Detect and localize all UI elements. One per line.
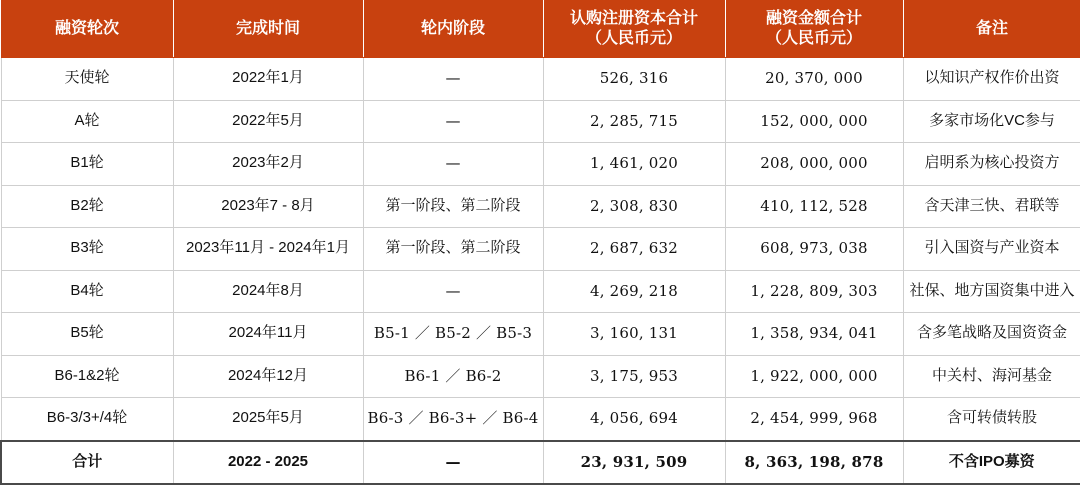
cell-date: 2022年1月 [173, 58, 363, 101]
column-header-stage [363, 1, 543, 58]
column-header-note [903, 1, 1080, 58]
table-body [1, 58, 1080, 485]
cell-amount: 608, 973, 038 [725, 228, 903, 271]
cell-note: 中关村、海河基金 [903, 355, 1080, 398]
cell-capital: 4, 269, 218 [543, 270, 725, 313]
table-row [1, 143, 1080, 186]
cell-round: B1轮 [1, 143, 173, 186]
table-row [1, 355, 1080, 398]
cell-capital: 2, 285, 715 [543, 100, 725, 143]
cell-amount: 2, 454, 999, 968 [725, 398, 903, 441]
cell-note: 含天津三快、君联等 [903, 185, 1080, 228]
cell-stage: B6-1 ／ B6-2 [363, 355, 543, 398]
table-row [1, 398, 1080, 441]
cell-date: 2024年12月 [173, 355, 363, 398]
table-row [1, 100, 1080, 143]
column-header-capital-line-2: （人民币元） [585, 30, 682, 47]
cell-date: 2023年7 - 8月 [173, 185, 363, 228]
cell-date: 2023年2月 [173, 143, 363, 186]
cell-round: B2轮 [1, 185, 173, 228]
table-total-row [1, 441, 1080, 485]
cell-stage: 第一阶段、第二阶段 [363, 228, 543, 271]
cell-capital: 4, 056, 694 [543, 398, 725, 441]
cell-amount: 1, 358, 934, 041 [725, 313, 903, 356]
cell-stage: — [363, 143, 543, 186]
cell-capital: 3, 175, 953 [543, 355, 725, 398]
cell-capital: 526, 316 [543, 58, 725, 101]
cell-total-amount: 8, 363, 198, 878 [725, 441, 903, 485]
table-header-row [1, 1, 1080, 58]
cell-stage: — [363, 270, 543, 313]
cell-note: 以知识产权作价出资 [903, 58, 1080, 101]
cell-round: B6-1&2轮 [1, 355, 173, 398]
column-header-amount [725, 1, 903, 58]
table-header [1, 1, 1080, 58]
cell-date: 2024年11月 [173, 313, 363, 356]
table-row [1, 313, 1080, 356]
cell-amount: 1, 228, 809, 303 [725, 270, 903, 313]
cell-stage: — [363, 58, 543, 101]
cell-note: 含多笔战略及国资资金 [903, 313, 1080, 356]
column-header-round [1, 1, 173, 58]
cell-note: 含可转债转股 [903, 398, 1080, 441]
cell-round: B3轮 [1, 228, 173, 271]
cell-total-capital: 23, 931, 509 [543, 441, 725, 485]
table-row [1, 228, 1080, 271]
cell-total-note: 不含IPO募资 [903, 441, 1080, 485]
cell-amount: 20, 370, 000 [725, 58, 903, 101]
cell-date: 2022年5月 [173, 100, 363, 143]
cell-stage: B5-1 ／ B5-2 ／ B5-3 [363, 313, 543, 356]
column-header-amount-line-2: （人民币元） [765, 30, 862, 47]
cell-capital: 3, 160, 131 [543, 313, 725, 356]
column-header-capital-line-1: 认购注册资本合计 [569, 10, 698, 27]
cell-round: 天使轮 [1, 58, 173, 101]
cell-round: B4轮 [1, 270, 173, 313]
cell-total-round: 合计 [1, 441, 173, 485]
cell-note: 多家市场化VC参与 [903, 100, 1080, 143]
column-header-stage-line-1: 轮内阶段 [420, 20, 485, 37]
column-header-amount-line-1: 融资金额合计 [765, 10, 862, 27]
cell-stage: B6-3 ／ B6-3+ ／ B6-4 [363, 398, 543, 441]
cell-note: 引入国资与产业资本 [903, 228, 1080, 271]
cell-round: A轮 [1, 100, 173, 143]
cell-date: 2025年5月 [173, 398, 363, 441]
table-row [1, 58, 1080, 101]
cell-total-date: 2022 - 2025 [173, 441, 363, 485]
column-header-date-line-1: 完成时间 [235, 20, 300, 37]
cell-capital: 2, 308, 830 [543, 185, 725, 228]
cell-capital: 2, 687, 632 [543, 228, 725, 271]
cell-total-stage: — [363, 441, 543, 485]
cell-stage: 第一阶段、第二阶段 [363, 185, 543, 228]
cell-note: 社保、地方国资集中进入 [903, 270, 1080, 313]
cell-stage: — [363, 100, 543, 143]
cell-amount: 1, 922, 000, 000 [725, 355, 903, 398]
column-header-date [173, 1, 363, 58]
cell-amount: 152, 000, 000 [725, 100, 903, 143]
cell-date: 2024年8月 [173, 270, 363, 313]
table-row [1, 185, 1080, 228]
cell-amount: 208, 000, 000 [725, 143, 903, 186]
column-header-note-line-1: 备注 [975, 20, 1008, 37]
cell-note: 启明系为核心投资方 [903, 143, 1080, 186]
cell-round: B6-3/3+/4轮 [1, 398, 173, 441]
cell-capital: 1, 461, 020 [543, 143, 725, 186]
cell-round: B5轮 [1, 313, 173, 356]
table-row [1, 270, 1080, 313]
column-header-round-line-1: 融资轮次 [54, 20, 119, 37]
cell-date: 2023年11月 - 2024年1月 [173, 228, 363, 271]
column-header-capital [543, 1, 725, 58]
cell-amount: 410, 112, 528 [725, 185, 903, 228]
